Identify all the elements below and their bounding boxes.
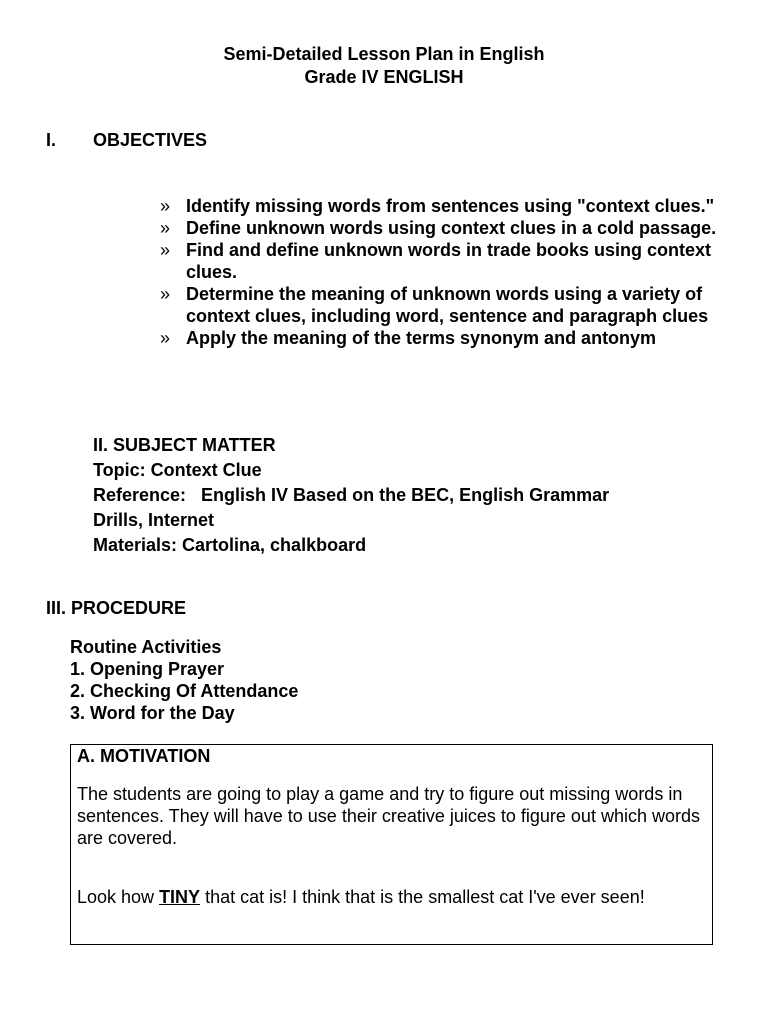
bullet-icon: »: [160, 218, 171, 238]
motivation-box: [70, 744, 713, 945]
routine-activities: [70, 636, 298, 724]
subject-reference-cont: Drills, Internet: [93, 510, 215, 530]
subject-materials: Materials: Cartolina, chalkboard: [93, 535, 367, 555]
document-subtitle: Grade IV ENGLISH: [304, 67, 464, 87]
subject-reference: Reference: English IV Based on the BEC, English Grammar: [93, 485, 610, 505]
bullet-icon: »: [160, 196, 171, 216]
objective-item: » Identify missing words from sentences using "context clues.": [160, 196, 715, 216]
bullet-icon: »: [160, 240, 171, 260]
motivation-heading: A. MOTIVATION: [77, 746, 211, 766]
objective-item: » Define unknown words using context clues in a cold passage.: [160, 218, 717, 238]
motivation-example: Look how TINY that cat is! I think that is the smallest cat I've ever seen!: [77, 887, 645, 907]
motivation-paragraph: The students are going to play a game and try to figure out missing words in sentences. They will have to use their creative juices to figure out which words are covered.: [77, 784, 700, 848]
routine-item: 2. Checking Of Attendance: [70, 681, 299, 701]
subject-matter-section: [93, 433, 713, 558]
routine-item: 3. Word for the Day: [70, 703, 235, 723]
routine-heading: Routine Activities: [70, 637, 222, 657]
subject-topic: Topic: Context Clue: [93, 460, 262, 480]
objective-item: » Find and define unknown words in trade books using context clues.: [160, 240, 712, 282]
objective-item: » Apply the meaning of the terms synonym and antonym: [160, 328, 657, 348]
routine-item: 1. Opening Prayer: [70, 659, 225, 679]
bullet-icon: »: [160, 328, 171, 348]
section-number-objectives: I.: [46, 130, 57, 150]
section-heading-procedure: III. PROCEDURE: [46, 598, 187, 618]
objectives-list: [160, 195, 720, 349]
example-keyword: TINY: [159, 887, 201, 907]
section-heading-objectives: OBJECTIVES: [93, 130, 208, 150]
document-title: Semi-Detailed Lesson Plan in English: [223, 44, 545, 64]
objective-item: » Determine the meaning of unknown words using a variety of context clues, including word, sentence and paragraph clues: [160, 284, 709, 326]
bullet-icon: »: [160, 284, 171, 304]
section-heading-subject-matter: II. SUBJECT MATTER: [93, 435, 276, 455]
